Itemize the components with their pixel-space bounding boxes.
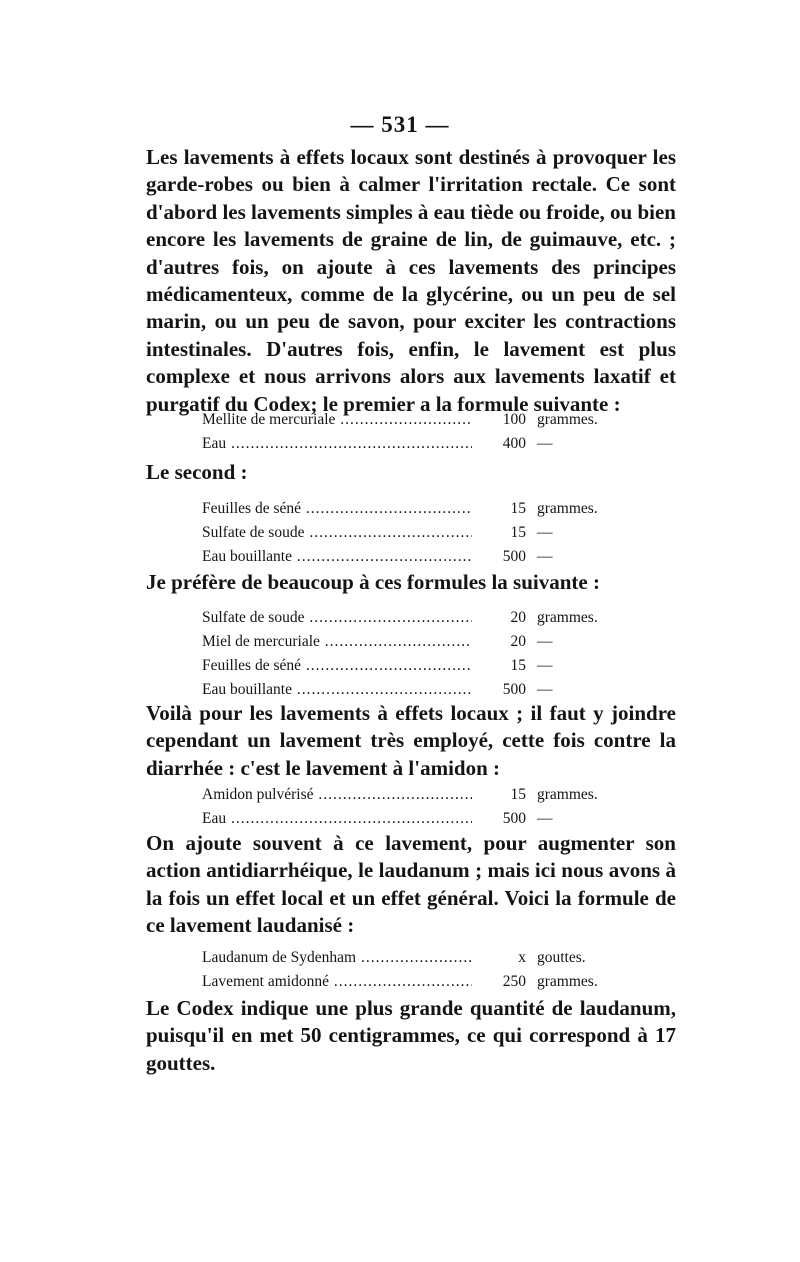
ingredient-name: Lavement amidonné .....	[202, 970, 472, 994]
ingredient-quantity: 100	[502, 411, 526, 428]
ingredient-quantity: 500	[502, 548, 526, 565]
recipe-row	[202, 545, 602, 569]
paragraph-laudanum: On ajoute souvent à ce lavement, pour augmenter son action antidiarrhéique, le laudanum ; mais ici nous avons à la fois un effet local et un effet général. Voici la formule de ce lavement laudanisé :	[146, 831, 676, 938]
page-number: — 531 —	[350, 112, 450, 137]
ingredient-unit: —	[537, 633, 553, 650]
ingredient-unit: —	[537, 524, 553, 541]
ingredient-name: Eau .....	[202, 807, 472, 831]
ingredient-name: Feuilles de séné .....	[202, 497, 472, 521]
ingredient-unit: grammes.	[537, 411, 598, 428]
ingredient-quantity: x	[518, 949, 526, 966]
ingredient-unit: —	[537, 657, 553, 674]
recipe-row	[202, 807, 602, 831]
ingredient-unit: —	[537, 548, 553, 565]
ingredient-name: Eau bouillante .....	[202, 545, 472, 569]
ingredient-unit: —	[537, 435, 553, 452]
ingredient-quantity: 15	[510, 657, 526, 674]
recipe-row	[202, 970, 602, 994]
ingredient-unit: grammes.	[537, 973, 598, 990]
ingredient-quantity: 20	[510, 609, 526, 626]
ingredient-name: Mellite de mercuriale .....	[202, 408, 472, 432]
ingredient-quantity: 500	[502, 681, 526, 698]
ingredient-name: Sulfate de soude .....	[202, 606, 472, 630]
ingredient-name: Feuilles de séné .....	[202, 654, 472, 678]
ingredient-unit: grammes.	[537, 500, 598, 517]
recipe-row	[202, 946, 602, 970]
ingredient-quantity: 500	[502, 810, 526, 827]
ingredient-name: Miel de mercuriale .....	[202, 630, 472, 654]
paragraph-preference: Je préfère de beaucoup à ces formules la suivante :	[146, 570, 600, 594]
recipe-laudanise	[202, 946, 602, 994]
paragraph-second: Le second :	[146, 460, 248, 484]
recipe-row	[202, 521, 602, 545]
recipe-amidon	[202, 783, 602, 831]
recipe-laxatif	[202, 408, 602, 456]
recipe-preferred	[202, 606, 602, 702]
paragraph-intro: Les lavements à effets locaux sont destinés à provoquer les garde-robes ou bien à calmer l'irritation rectale. Ce sont d'abord les lavements simples à eau tiède ou froide, ou bien encore les lavements de graine de lin, de guimauve, etc. ; d'autres fois, on ajoute à ces lavements des principes médicamenteux, comme de la glycérine, ou un peu de sel marin, ou un peu de savon, pour exciter les contractions intestinales. D'autres fois, enfin, le lavement est plus complexe et nous arrivons alors aux lavements laxatif et purgatif du Codex; le premier a la formule suivante :	[146, 145, 676, 416]
recipe-row	[202, 678, 602, 702]
ingredient-unit: grammes.	[537, 786, 598, 803]
recipe-row	[202, 630, 602, 654]
ingredient-name: Eau .....	[202, 432, 472, 456]
recipe-row	[202, 497, 602, 521]
recipe-row	[202, 606, 602, 630]
ingredient-name: Sulfate de soude .....	[202, 521, 472, 545]
ingredient-unit: grammes.	[537, 609, 598, 626]
paragraph-codex: Le Codex indique une plus grande quantité de laudanum, puisqu'il en met 50 centigrammes, ce qui correspond à 17 gouttes.	[146, 996, 676, 1075]
ingredient-quantity: 15	[510, 500, 526, 517]
paragraph-amidon: Voilà pour les lavements à effets locaux ; il faut y joindre cependant un lavement très employé, cette fois contre la diarrhée : c'est le lavement à l'amidon :	[146, 701, 676, 780]
recipe-row	[202, 654, 602, 678]
ingredient-quantity: 250	[502, 973, 526, 990]
ingredient-unit: gouttes.	[537, 949, 586, 966]
recipe-purgatif	[202, 497, 602, 569]
ingredient-unit: —	[537, 681, 553, 698]
recipe-row	[202, 783, 602, 807]
ingredient-name: Amidon pulvérisé .....	[202, 783, 472, 807]
ingredient-name: Laudanum de Sydenham .....	[202, 946, 472, 970]
ingredient-quantity: 400	[502, 435, 526, 452]
ingredient-name: Eau bouillante .....	[202, 678, 472, 702]
ingredient-quantity: 15	[510, 524, 526, 541]
ingredient-quantity: 15	[510, 786, 526, 803]
ingredient-quantity: 20	[510, 633, 526, 650]
recipe-row	[202, 432, 602, 456]
recipe-row	[202, 408, 602, 432]
ingredient-unit: —	[537, 810, 553, 827]
